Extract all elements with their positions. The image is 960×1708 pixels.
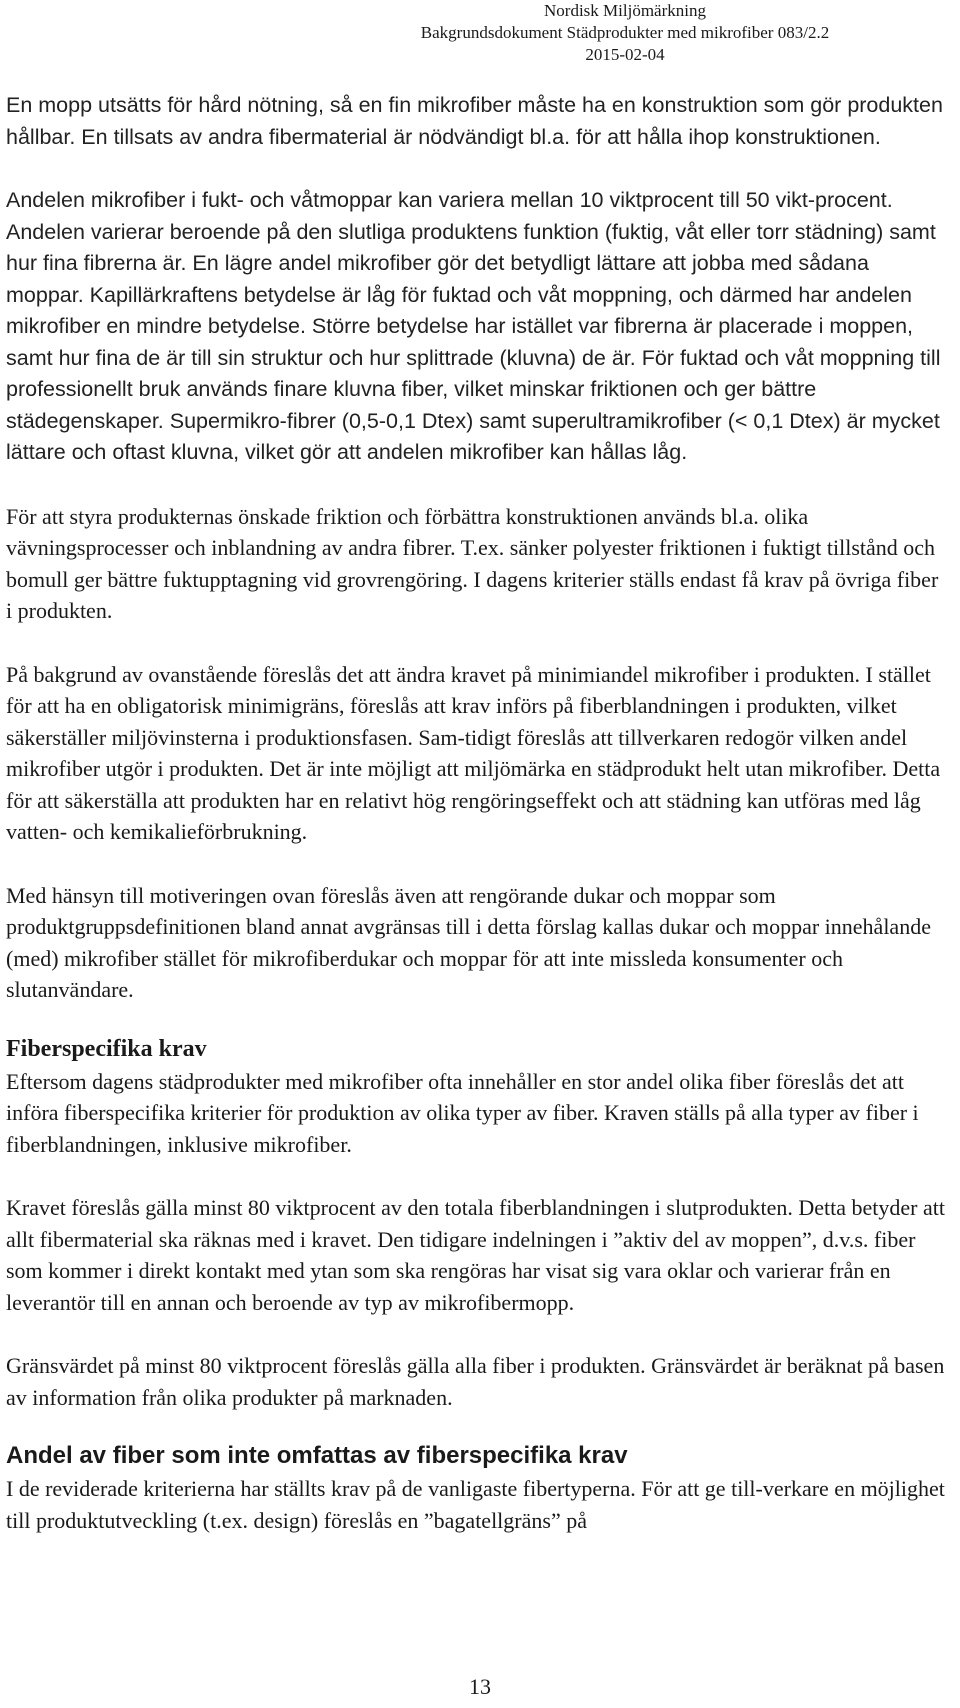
paragraph-microfiber-share: Andelen mikrofiber i fukt- och våtmoppar kan variera mellan 10 viktprocent till 50 vikt-procent. Andelen varierar beroende på den slutliga produktens funktion (fuktig, våt eller torr städning) samt hur fina fibrerna är. En lägre andel mikrofiber gör det betydligt lättare att jobba med sådana moppar. Kapillärkraftens betydelse är låg för fuktad och våt moppning, och därmed har andelen mikrofiber en mindre betydelse. Större betydelse har istället var fibrerna är placerade i moppen, samt hur fina de är till sin struktur och hur splittrade (kluvna) de är. För fuktad och våt moppning till professionellt bruk används finare kluvna fiber, vilket minskar friktionen och ger bättre städegenskaper. Supermikro-fibrer (0,5-0,1 Dtex) samt superultramikrofiber (< 0,1 Dtex) är mycket lättare och oftast kluvna, vilket gör att andelen mikrofiber kan hållas låg. (6, 188, 941, 464)
paragraph-fiber-share-1: I de reviderade kriterierna har ställts krav på de vanligaste fibertyperna. För att ge till-verkare en möjlighet till produktutveckling (t.ex. design) föreslås en ”bagatellgräns” på (6, 1476, 945, 1533)
paragraph-proposal: På bakgrund av ovanstående föreslås det att ändra kravet på minimiandel mikrofiber i produkten. I stället för att ha en obligatorisk minimigräns, föreslås att krav införs på fiberblandningen i produkten, vilket säkerställer miljövinsterna i produktionsfasen. Sam-tidigt föreslås att tillverkaren redogör vilken andel mikrofiber utgör i produkten. Det är inte möjligt att miljömärka en städprodukt helt utan mikrofiber. Detta för att säkerställa att produkten har en relativt hög rengöringseffekt och att städning kan utföras med låg vatten- och kemikalieförbrukning. (6, 661, 941, 844)
paragraph-fiber-requirements-1: Eftersom dagens städprodukter med mikrofiber ofta innehåller en stor andel olika fiber föreslås det att införa fiberspecifika kriterier för produktion av olika typer av fiber. Kraven ställs på alla typer av fiber i fiberblandningen, inklusive mikrofiber. (6, 1068, 919, 1157)
heading-fiber-share: Andel av fiber som inte omfattas av fiberspecifika krav (6, 1442, 628, 1469)
paragraph-mopp-wear: En mopp utsätts för hård nötning, så en fin mikrofiber måste ha en konstruktion som gör produkten hållbar. En tillsats av andra fibermaterial är nödvändigt bl.a. för att hålla ihop konstruktionen. (6, 93, 943, 149)
paragraph-fiber-requirements-2: Kravet föreslås gälla minst 80 viktprocent av den totala fiberblandningen i slutprodukten. Detta betyder att allt fibermaterial ska räknas med i kravet. Den tidigare indelningen i ”aktiv del av moppen”, d.v.s. fiber som kommer i direkt kontakt med ytan som ska rengöras har visat sig vara oklar och varierar från en leverantör till en annan och beroende av typ av mikrofibermopp. (6, 1195, 945, 1315)
document-body (0, 66, 960, 1536)
header-org: Nordisk Miljömärkning (544, 1, 706, 20)
paragraph-fiber-requirements-3: Gränsvärdet på minst 80 viktprocent föreslås gälla alla fiber i produkten. Gränsvärdet är beräknat på basen av information från olika produkter på marknaden. (6, 1353, 945, 1410)
header-doc-title: Bakgrundsdokument Städprodukter med mikrofiber 083/2.2 (420, 23, 830, 42)
header-date: 2015-02-04 (585, 45, 665, 64)
page-header (300, 0, 950, 66)
paragraph-friction: För att styra produkternas önskade friktion och förbättra konstruktionen används bl.a. olika vävningsprocesser och inblandning av andra fibrer. T.ex. sänker polyester friktionen i fuktigt tillstånd och bomull ger bättre fuktupptagning vid grovrengöring. I dagens kriterier ställs endast få krav på övriga fiber i produkten. (6, 503, 939, 623)
paragraph-definition: Med hänsyn till motiveringen ovan föreslås även att rengörande dukar och moppar som produktgruppsdefinitionen bland annat avgränsas till i detta förslag kallas dukar och moppar innehålande (med) mikrofiber stället för mikrofiberdukar och moppar för att inte missleda konsumenter och slutanvändare. (6, 882, 931, 1002)
page-number: 13 (469, 1674, 491, 1699)
heading-fiber-requirements: Fiberspecifika krav (6, 1035, 207, 1062)
